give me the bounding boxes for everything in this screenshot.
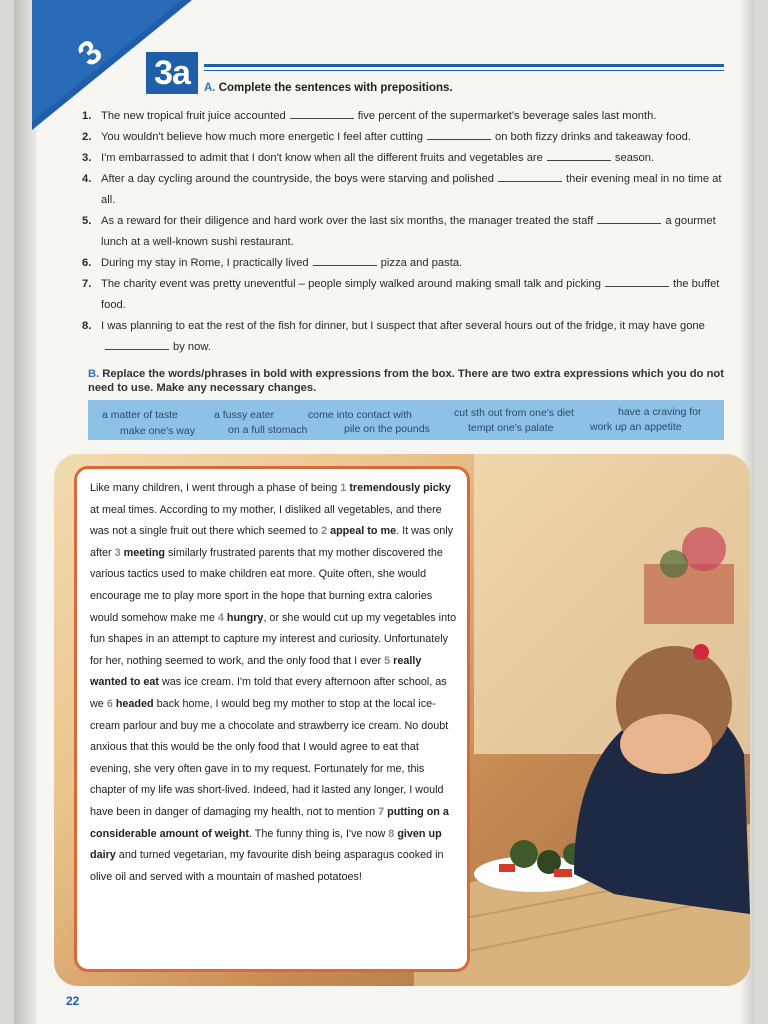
reading-passage: Like many children, I went through a phase of being 1 tremendously picky at meal times. According to my mother, I disliked all vegetables, and there was not a single fruit out there which seemed to 2 appeal to me. It was only after 3 meeting similarly frustrated parents that my mother discovered the various tactics used to make children eat more. Quite often, she would encourage me to play more sport in the hope that burning extra calories would somehow make me 4 hungry, or she would cut up my vegetables into fun shapes in an attempt to capture my interest and curiosity. Unfortunately for her, nothing seemed to work, and the only food that I ever 5 really wanted to eat was ice cream. I'm told that every afternoon after school, as we 6 headed back home, I would beg my mother to stop at the local ice-cream parlour and buy me a chocolate and strawberry ice cream. No doubt anxious that this would be the only food that I would agree to eat that evening, she very often gave in to my request. Fortunately for me, this chapter of my life was short-lived. Indeed, had it lasted any longer, I would have been in danger of damaging my health, not to mention 7 putting on a considerable amount of weight. The funny thing is, I've now 8 given up dairy and turned vegetarian, my favourite dish being asparagus cooked in olive oil and served with a mountain of mashed potatoes! [90,482,457,883]
list-item: 4. After a day cycling around the countryside, the boys were starving and polished their evening meal in no time at all. [82,173,722,206]
list-item: 3. I'm embarrassed to admit that I don't know when all the different fruits and vegetables are season. [82,152,655,164]
answer-blank[interactable] [427,130,491,140]
box-expression: tempt one's palate [468,422,554,434]
box-expression: cut sth out from one's diet [454,407,574,419]
list-item: 1. The new tropical fruit juice accounted five percent of the supermarket's beverage sales last month. [82,110,657,122]
exercise-a-list [82,106,732,358]
workbook-page [14,0,754,1024]
box-expression: a matter of taste [102,409,178,421]
box-expression: on a full stomach [228,424,308,436]
header-rule-thin [204,70,724,71]
box-expression: a fussy eater [214,409,275,421]
section-badge: 3a [146,52,198,94]
answer-blank[interactable] [547,151,611,161]
book-spine [14,0,36,1024]
box-expression: work up an appetite [590,421,682,433]
exercise-b-instruction: B. Replace the words/phrases in bold with expressions from the box. There are two extra expressions which you do not need to use. Make any necessary changes. [88,368,724,394]
unit-number: 3 [70,32,110,74]
answer-blank[interactable] [290,109,354,119]
list-item: 5. As a reward for their diligence and hard work over the last six months, the manager treated the staff a gourmet lunch at a well-known sushi restaurant. [82,215,716,248]
list-item: 7. The charity event was pretty uneventful – people simply walked around making small talk and picking the buffet food. [82,278,720,311]
answer-blank[interactable] [498,172,562,182]
box-expression: come into contact with [308,409,412,421]
list-item: 8. I was planning to eat the rest of the fish for dinner, but I suspect that after several hours out of the fridge, it may have goneby now. [82,320,705,353]
answer-blank[interactable] [313,256,377,266]
expression-box [88,400,724,440]
answer-blank[interactable] [105,340,169,350]
box-expression: pile on the pounds [344,423,430,435]
answer-blank[interactable] [605,277,669,287]
list-item: 6. During my stay in Rome, I practically lived pizza and pasta. [82,257,463,269]
list-item: 2. You wouldn't believe how much more energetic I feel after cutting on both fizzy drinks and takeaway food. [82,131,691,143]
box-expression: have a craving for [618,406,702,418]
box-expression: make one's way [120,425,195,437]
header-rule [204,64,724,67]
page-number: 22 [66,994,80,1008]
exercise-a-instruction: A. Complete the sentences with prepositions. [204,82,453,94]
answer-blank[interactable] [597,214,661,224]
